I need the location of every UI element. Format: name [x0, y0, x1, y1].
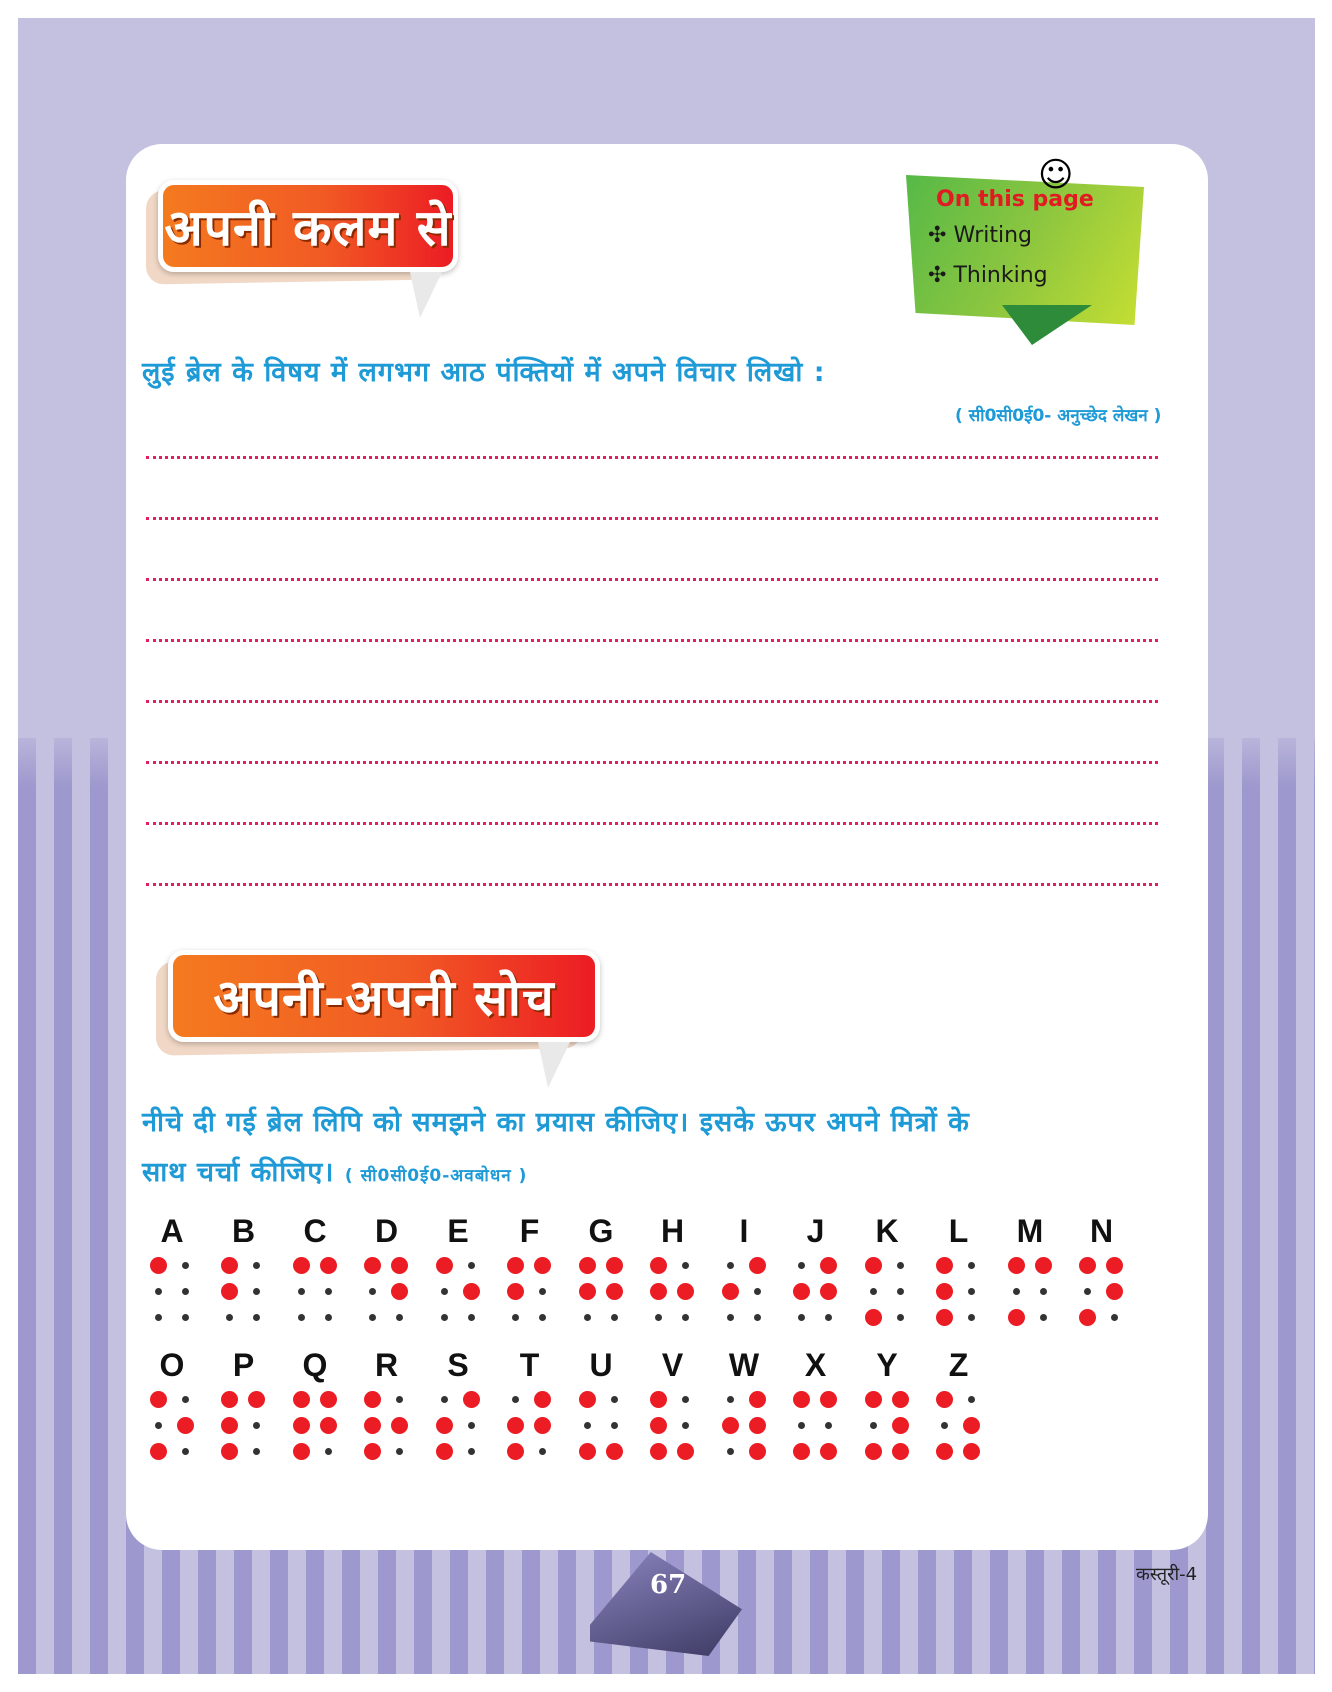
braille-dot-raised — [749, 1417, 766, 1434]
section2-title: अपनी-अपनी सोच — [213, 968, 555, 1027]
section1-tag: ( सी0सी0ई0- अनुच्छेद लेखन ) — [955, 406, 1162, 426]
braille-dot-raised — [436, 1257, 453, 1274]
braille-letter-label: N — [1089, 1213, 1114, 1249]
braille-dot-flat — [968, 1396, 975, 1403]
braille-letter-label: R — [374, 1347, 399, 1383]
braille-dot-raised — [293, 1417, 310, 1434]
braille-dot-raised — [579, 1443, 596, 1460]
braille-dot-raised — [463, 1391, 480, 1408]
braille-dot-flat — [396, 1448, 403, 1455]
braille-dot-raised — [391, 1257, 408, 1274]
braille-dot-flat — [155, 1314, 162, 1321]
braille-dot-flat — [253, 1422, 260, 1429]
braille-dot-flat — [396, 1314, 403, 1321]
braille-dot-raised — [892, 1443, 909, 1460]
braille-letter-label: X — [804, 1347, 827, 1383]
braille-dot-raised — [1079, 1309, 1096, 1326]
braille-cell — [150, 1391, 194, 1463]
braille-dot-flat — [1084, 1288, 1091, 1295]
braille-dot-raised — [650, 1257, 667, 1274]
braille-dot-flat — [968, 1314, 975, 1321]
braille-dot-raised — [749, 1391, 766, 1408]
braille-letter-label: O — [159, 1347, 185, 1383]
braille-cell — [365, 1391, 409, 1463]
braille-dot-raised — [650, 1443, 667, 1460]
braille-dot-flat — [468, 1422, 475, 1429]
braille-cell — [651, 1257, 695, 1329]
braille-letter-label: W — [728, 1347, 760, 1383]
braille-dot-raised — [221, 1257, 238, 1274]
braille-dot-flat — [584, 1314, 591, 1321]
braille-letter-label: F — [519, 1213, 540, 1249]
section2-tag: ( सी0सी0ई0-अवबोधन ) — [344, 1166, 528, 1186]
braille-dot-flat — [798, 1262, 805, 1269]
braille-cell — [937, 1257, 981, 1329]
on-this-page-item: ✣ Thinking — [928, 263, 1048, 288]
section1-banner — [158, 180, 458, 272]
braille-dot-raised — [463, 1283, 480, 1300]
braille-dot-raised — [820, 1283, 837, 1300]
braille-cell — [436, 1257, 480, 1329]
braille-dot-raised — [793, 1391, 810, 1408]
braille-dot-raised — [936, 1283, 953, 1300]
braille-dot-raised — [150, 1443, 167, 1460]
braille-cell — [722, 1391, 766, 1463]
braille-dot-raised — [820, 1257, 837, 1274]
writing-line — [146, 883, 1158, 886]
braille-letter-label: M — [1016, 1213, 1044, 1249]
braille-dot-raised — [579, 1391, 596, 1408]
braille-dot-flat — [754, 1288, 761, 1295]
braille-dot-flat — [870, 1288, 877, 1295]
braille-dot-flat — [825, 1314, 832, 1321]
writing-line — [146, 517, 1158, 520]
braille-letter-label: Y — [876, 1347, 898, 1383]
braille-letter-label: C — [303, 1213, 327, 1249]
braille-dot-raised — [221, 1391, 238, 1408]
braille-dot-raised — [293, 1257, 310, 1274]
braille-dot-flat — [727, 1262, 734, 1269]
braille-cell — [794, 1257, 838, 1329]
braille-dot-flat — [727, 1448, 734, 1455]
braille-letter-label: H — [660, 1213, 685, 1249]
braille-dot-raised — [749, 1443, 766, 1460]
braille-dot-raised — [936, 1309, 953, 1326]
braille-dot-raised — [722, 1283, 739, 1300]
braille-cell — [365, 1257, 409, 1329]
braille-dot-raised — [507, 1443, 524, 1460]
smiley-face-icon: ☺ — [1038, 155, 1074, 195]
braille-cell — [865, 1257, 909, 1329]
braille-dot-flat — [754, 1314, 761, 1321]
braille-dot-raised — [579, 1283, 596, 1300]
braille-dot-raised — [248, 1391, 265, 1408]
braille-dot-raised — [150, 1391, 167, 1408]
section2-banner — [168, 950, 600, 1042]
braille-dot-flat — [682, 1314, 689, 1321]
braille-dot-flat — [253, 1448, 260, 1455]
braille-letter-label: J — [806, 1213, 825, 1249]
braille-dot-flat — [155, 1288, 162, 1295]
on-this-page-item: ✣ Writing — [928, 223, 1033, 248]
braille-dot-flat — [182, 1448, 189, 1455]
braille-dot-raised — [436, 1443, 453, 1460]
braille-dot-raised — [436, 1417, 453, 1434]
page-number-badge — [590, 1552, 742, 1656]
braille-dot-flat — [727, 1314, 734, 1321]
braille-dot-flat — [298, 1288, 305, 1295]
braille-cell — [1008, 1257, 1052, 1329]
writing-line — [146, 761, 1158, 764]
braille-dot-raised — [865, 1309, 882, 1326]
braille-dot-raised — [650, 1391, 667, 1408]
braille-dot-flat — [1111, 1314, 1118, 1321]
braille-letter-label: K — [875, 1213, 899, 1249]
braille-dot-flat — [682, 1262, 689, 1269]
braille-letter-label: U — [589, 1347, 613, 1383]
braille-dot-flat — [155, 1422, 162, 1429]
braille-dot-raised — [820, 1443, 837, 1460]
page-number: 67 — [650, 1570, 687, 1600]
banner-tail — [538, 1042, 570, 1088]
braille-dot-raised — [293, 1443, 310, 1460]
braille-dot-flat — [512, 1314, 519, 1321]
writing-line — [146, 639, 1158, 642]
braille-dot-raised — [865, 1391, 882, 1408]
braille-dot-flat — [727, 1396, 734, 1403]
bullet-icon: ✣ — [928, 223, 947, 248]
braille-letter-label: L — [948, 1213, 969, 1249]
braille-letter-label: Z — [948, 1347, 969, 1383]
on-this-page-flag — [906, 155, 1144, 325]
braille-dot-raised — [293, 1391, 310, 1408]
braille-dot-flat — [468, 1314, 475, 1321]
on-this-page-heading: On this page — [936, 187, 1094, 212]
braille-dot-flat — [539, 1314, 546, 1321]
braille-cell — [937, 1391, 981, 1463]
braille-dot-raised — [1008, 1309, 1025, 1326]
braille-dot-flat — [512, 1396, 519, 1403]
braille-dot-raised — [650, 1417, 667, 1434]
braille-dot-flat — [253, 1288, 260, 1295]
braille-dot-raised — [793, 1283, 810, 1300]
braille-dot-flat — [611, 1422, 618, 1429]
braille-dot-raised — [677, 1283, 694, 1300]
braille-dot-raised — [507, 1257, 524, 1274]
braille-cell — [794, 1391, 838, 1463]
braille-dot-flat — [468, 1448, 475, 1455]
braille-dot-flat — [1040, 1314, 1047, 1321]
braille-dot-raised — [963, 1443, 980, 1460]
braille-dot-raised — [221, 1417, 238, 1434]
braille-dot-flat — [369, 1288, 376, 1295]
braille-dot-raised — [936, 1443, 953, 1460]
braille-cell — [579, 1257, 623, 1329]
braille-dot-flat — [798, 1422, 805, 1429]
braille-dot-flat — [1040, 1288, 1047, 1295]
braille-dot-raised — [221, 1283, 238, 1300]
braille-dot-raised — [892, 1391, 909, 1408]
braille-letter-label: D — [374, 1213, 399, 1249]
braille-letter-label: I — [739, 1213, 749, 1249]
braille-dot-raised — [722, 1417, 739, 1434]
braille-cell — [579, 1391, 623, 1463]
section2-question-line1: नीचे दी गई ब्रेल लिपि को समझने का प्रयास कीजिए। इसके ऊपर अपने मित्रों के — [142, 1107, 970, 1138]
braille-dot-raised — [606, 1283, 623, 1300]
writing-line — [146, 578, 1158, 581]
braille-dot-raised — [677, 1443, 694, 1460]
braille-dot-flat — [226, 1314, 233, 1321]
braille-dot-flat — [682, 1422, 689, 1429]
braille-dot-flat — [941, 1422, 948, 1429]
braille-dot-flat — [655, 1314, 662, 1321]
braille-dot-raised — [534, 1417, 551, 1434]
braille-dot-raised — [579, 1257, 596, 1274]
writing-line — [146, 822, 1158, 825]
braille-dot-raised — [606, 1257, 623, 1274]
braille-dot-flat — [897, 1288, 904, 1295]
braille-dot-raised — [820, 1391, 837, 1408]
braille-dot-flat — [584, 1422, 591, 1429]
braille-dot-raised — [364, 1443, 381, 1460]
braille-letter-label: E — [447, 1213, 469, 1249]
braille-dot-raised — [221, 1443, 238, 1460]
braille-dot-raised — [936, 1257, 953, 1274]
braille-dot-raised — [177, 1417, 194, 1434]
braille-dot-raised — [963, 1417, 980, 1434]
braille-letter-label: G — [588, 1213, 614, 1249]
braille-letter-label: S — [447, 1347, 469, 1383]
braille-cell — [1080, 1257, 1124, 1329]
section1-question: लुई ब्रेल के विषय में लगभग आठ पंक्तियों में अपने विचार लिखो : — [142, 357, 826, 388]
section2-question-line2: साथ चर्चा कीजिए। ( सी0सी0ई0-अवबोधन ) — [142, 1157, 528, 1188]
braille-dot-raised — [364, 1257, 381, 1274]
braille-dot-raised — [1106, 1257, 1123, 1274]
braille-cell — [436, 1391, 480, 1463]
braille-dot-flat — [182, 1314, 189, 1321]
braille-dot-flat — [253, 1262, 260, 1269]
braille-dot-flat — [897, 1262, 904, 1269]
braille-dot-flat — [182, 1262, 189, 1269]
braille-dot-flat — [798, 1314, 805, 1321]
braille-dot-raised — [749, 1257, 766, 1274]
braille-dot-flat — [968, 1262, 975, 1269]
braille-dot-flat — [298, 1314, 305, 1321]
braille-dot-flat — [369, 1314, 376, 1321]
writing-line — [146, 456, 1158, 459]
braille-letter-label: V — [661, 1347, 684, 1383]
braille-dot-raised — [865, 1257, 882, 1274]
braille-dot-raised — [1008, 1257, 1025, 1274]
braille-letter-label: Q — [302, 1347, 328, 1383]
braille-dot-raised — [1079, 1257, 1096, 1274]
braille-dot-flat — [611, 1396, 618, 1403]
writing-line — [146, 700, 1158, 703]
braille-dot-flat — [539, 1288, 546, 1295]
braille-dot-flat — [539, 1448, 546, 1455]
braille-letter-label: B — [231, 1213, 256, 1249]
braille-dot-flat — [441, 1396, 448, 1403]
braille-dot-raised — [534, 1257, 551, 1274]
braille-cell — [222, 1257, 266, 1329]
braille-dot-raised — [1035, 1257, 1052, 1274]
bullet-icon: ✣ — [928, 263, 947, 288]
braille-cell — [293, 1391, 337, 1463]
braille-cell — [722, 1257, 766, 1329]
braille-dot-raised — [507, 1417, 524, 1434]
braille-cell — [293, 1257, 337, 1329]
braille-dot-flat — [182, 1288, 189, 1295]
braille-dot-flat — [325, 1314, 332, 1321]
braille-dot-flat — [182, 1396, 189, 1403]
braille-dot-flat — [897, 1314, 904, 1321]
braille-letter-label: P — [232, 1347, 255, 1383]
braille-dot-flat — [441, 1314, 448, 1321]
braille-dot-raised — [364, 1417, 381, 1434]
section1-title: अपनी कलम से — [164, 198, 452, 257]
braille-cell — [508, 1257, 552, 1329]
braille-dot-raised — [865, 1443, 882, 1460]
braille-dot-flat — [825, 1422, 832, 1429]
braille-dot-flat — [870, 1422, 877, 1429]
braille-cell — [508, 1391, 552, 1463]
braille-dot-flat — [396, 1396, 403, 1403]
braille-dot-raised — [1106, 1283, 1123, 1300]
braille-cell — [651, 1391, 695, 1463]
braille-dot-raised — [320, 1391, 337, 1408]
braille-letter-label: T — [519, 1347, 540, 1383]
braille-dot-flat — [325, 1448, 332, 1455]
braille-dot-raised — [150, 1257, 167, 1274]
braille-dot-flat — [682, 1396, 689, 1403]
braille-cell — [150, 1257, 194, 1329]
book-name: कस्तूरी-4 — [1136, 1564, 1198, 1585]
braille-dot-flat — [468, 1262, 475, 1269]
braille-cell — [865, 1391, 909, 1463]
braille-dot-raised — [391, 1417, 408, 1434]
braille-dot-raised — [320, 1417, 337, 1434]
braille-dot-raised — [793, 1443, 810, 1460]
banner-tail — [410, 272, 442, 318]
braille-dot-raised — [606, 1443, 623, 1460]
braille-dot-raised — [936, 1391, 953, 1408]
braille-dot-raised — [650, 1283, 667, 1300]
braille-dot-raised — [534, 1391, 551, 1408]
braille-dot-flat — [611, 1314, 618, 1321]
braille-dot-raised — [892, 1417, 909, 1434]
braille-dot-flat — [968, 1288, 975, 1295]
braille-dot-flat — [1013, 1288, 1020, 1295]
braille-dot-raised — [364, 1391, 381, 1408]
braille-dot-flat — [441, 1288, 448, 1295]
braille-cell — [222, 1391, 266, 1463]
braille-dot-raised — [391, 1283, 408, 1300]
braille-dot-raised — [320, 1257, 337, 1274]
braille-dot-flat — [253, 1314, 260, 1321]
braille-dot-flat — [325, 1288, 332, 1295]
braille-letter-label: A — [160, 1213, 184, 1249]
braille-dot-raised — [507, 1283, 524, 1300]
